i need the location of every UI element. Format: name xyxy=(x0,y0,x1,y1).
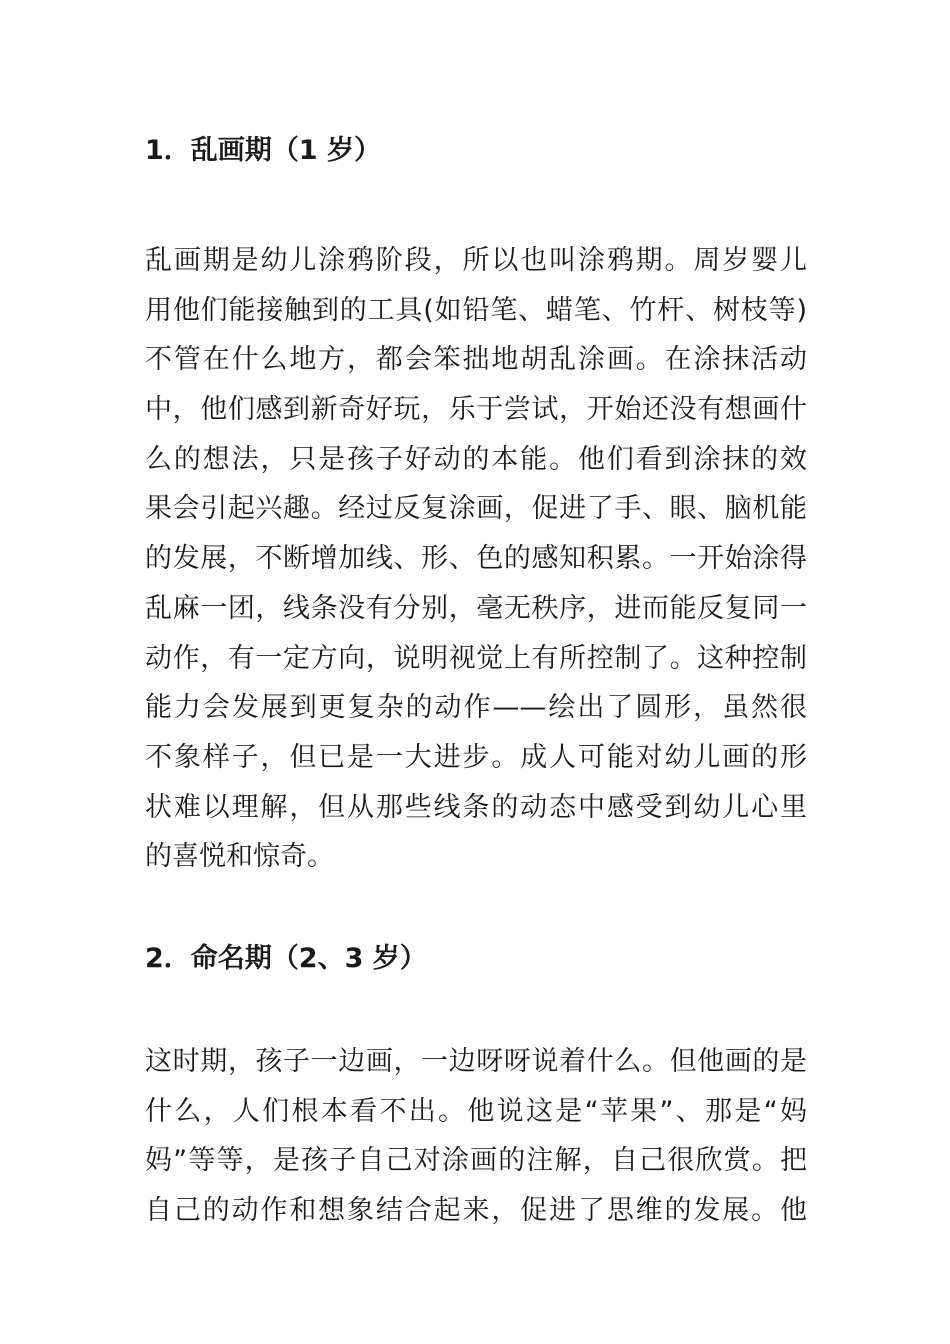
text-line: 妈”等等，是孩子自己对涂画的注解，自己很欣赏。把 xyxy=(145,1145,807,1177)
text-line: 的喜悦和惊奇。 xyxy=(145,841,334,873)
section-heading-naming-stage: 2．命名期（2、3 岁） xyxy=(145,942,427,974)
paragraph-naming-stage xyxy=(145,1037,807,1236)
text-line: 中，他们感到新奇好玩，乐于尝试，开始还没有想画什 xyxy=(145,394,807,426)
document-body xyxy=(145,126,807,1236)
text-line: 果会引起兴趣。经过反复涂画，促进了手、眼、脑机能 xyxy=(145,493,807,525)
text-line: 动作，有一定方向，说明视觉上有所控制了。这种控制 xyxy=(145,642,807,674)
text-line: 自己的动作和想象结合起来，促进了思维的发展。他 xyxy=(145,1195,807,1226)
text-line: 不象样子，但已是一大进步。成人可能对幼儿画的形 xyxy=(145,741,807,773)
text-line: 状难以理解，但从那些线条的动态中感受到幼儿心里 xyxy=(145,791,807,823)
text-line: 用他们能接触到的工具(如铅笔、蜡笔、竹杆、树枝等) xyxy=(145,294,807,326)
text-line: 的发展，不断增加线、形、色的感知积累。一开始涂得 xyxy=(145,543,807,575)
text-line: 乱麻一团，线条没有分别，毫无秩序，进而能反复同一 xyxy=(145,592,807,624)
text-line: 这时期，孩子一边画，一边呀呀说着什么。但他画的是 xyxy=(145,1045,807,1077)
text-line: 能力会发展到更复杂的动作——绘出了圆形，虽然很 xyxy=(145,692,807,724)
text-line: 不管在什么地方，都会笨拙地胡乱涂画。在涂抹活动 xyxy=(145,344,807,376)
section-heading-scribble-stage: 1．乱画期（1 岁） xyxy=(145,135,381,166)
text-line: 么的想法，只是孩子好动的本能。他们看到涂抹的效 xyxy=(145,443,807,475)
paragraph-scribble-stage xyxy=(145,236,807,882)
text-line: 乱画期是幼儿涂鸦阶段，所以也叫涂鸦期。周岁婴儿 xyxy=(145,245,807,276)
text-line: 什么，人们根本看不出。他说这是“苹果”、那是“妈 xyxy=(145,1095,807,1127)
